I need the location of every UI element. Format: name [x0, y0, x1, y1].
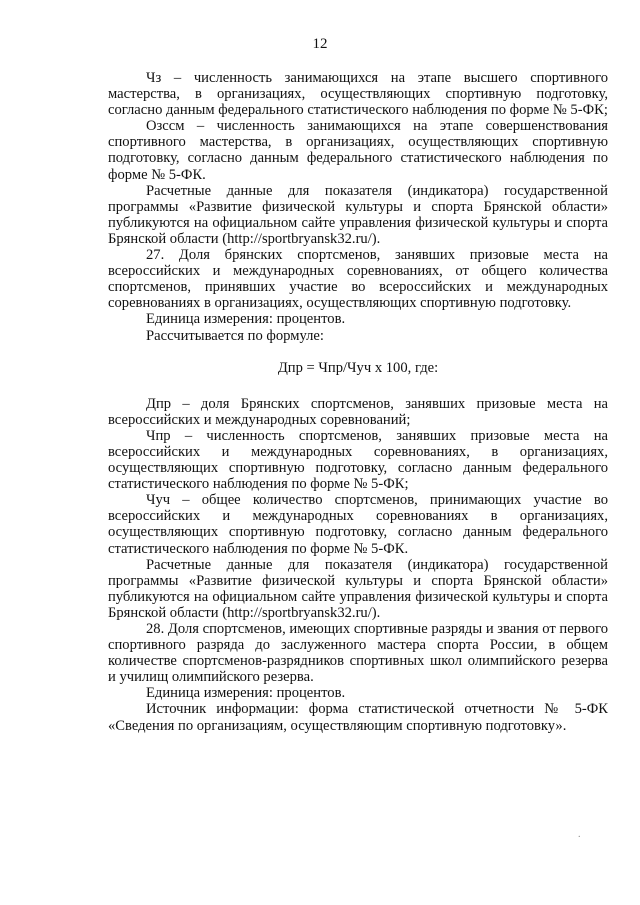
paragraph-chpr-definition: Чпр – численность спортсменов, занявших призовые места на всероссийских и международных соревнованиях, в организациях, осуществляющих спортивную подготовку, согласно данным федерального статистического наблюдения по форме № 5-ФК; — [108, 427, 608, 493]
paragraph-chz-definition: Чз – численность занимающихся на этапе высшего спортивного мастерства, в организациях, осуществляющих спортивную подготовку, согласно данным федерального статистического наблюдения по форме № 5-ФК; — [108, 70, 608, 119]
paragraph-ozssm-definition: Озссм – численность занимающихся на этапе совершенствования спортивного мастерства, в организациях, осуществляющих спортивную подготовку, согласно данным федерального статистического наблюдения по форме № 5-ФК. — [108, 118, 608, 183]
paragraph-publication-note-2: Расчетные данные для показателя (индикатора) государственной программы «Развитие физической культуры и спорта Брянской области» публикуются на официальном сайте управления физической культуры и спорта Брянской области (http://sportbryansk32.ru/). — [108, 556, 608, 621]
document-body — [108, 70, 608, 734]
paragraph-indicator-28: 28. Доля спортсменов, имеющих спортивные разряды и звания от первого спортивного разряда до заслуженного мастера спорта России, в общем количестве спортсменов-разрядников спортивных школ олимпийского резерва и училищ олимпийского резерва. — [108, 621, 608, 686]
paragraph-formula-intro: Рассчитывается по формуле: — [146, 327, 324, 344]
paragraph-source-info: Источник информации: форма статистической отчетности № 5-ФК «Сведения по организациям, осуществляющим спортивную подготовку». — [108, 701, 608, 734]
paragraph-publication-note-1: Расчетные данные для показателя (индикатора) государственной программы «Развитие физической культуры и спорта Брянской области» публикуются на официальном сайте управления физической культуры и спорта Брянской области (http://sportbryansk32.ru/). — [108, 182, 608, 247]
paragraph-chuch-definition: Чуч – общее количество спортсменов, принимающих участие во всероссийских и международных соревнованиях в организациях, осуществляющих спортивную подготовку, согласно данным федерального статистического наблюдения по форме № 5-ФК. — [108, 492, 608, 557]
paragraph-indicator-27: 27. Доля брянских спортсменов, занявших призовые места на всероссийских и международных соревнованиях, от общего количества спортсменов, принявших участие во всероссийских и международных соревнованиях в организациях, осуществляющих спортивную подготовку. — [108, 247, 608, 312]
paragraph-unit-28: Единица измерения: процентов. — [146, 685, 346, 702]
paragraph-unit-27: Единица измерения: процентов. — [146, 311, 346, 328]
corner-mark: . — [578, 829, 581, 840]
page-number: 12 — [312, 36, 328, 52]
formula: Дпр = Чпр/Чуч х 100, где: — [277, 359, 439, 376]
paragraph-dpr-definition: Дпр – доля Брянских спортсменов, занявших призовые места на всероссийских и международных соревнований; — [108, 395, 608, 428]
